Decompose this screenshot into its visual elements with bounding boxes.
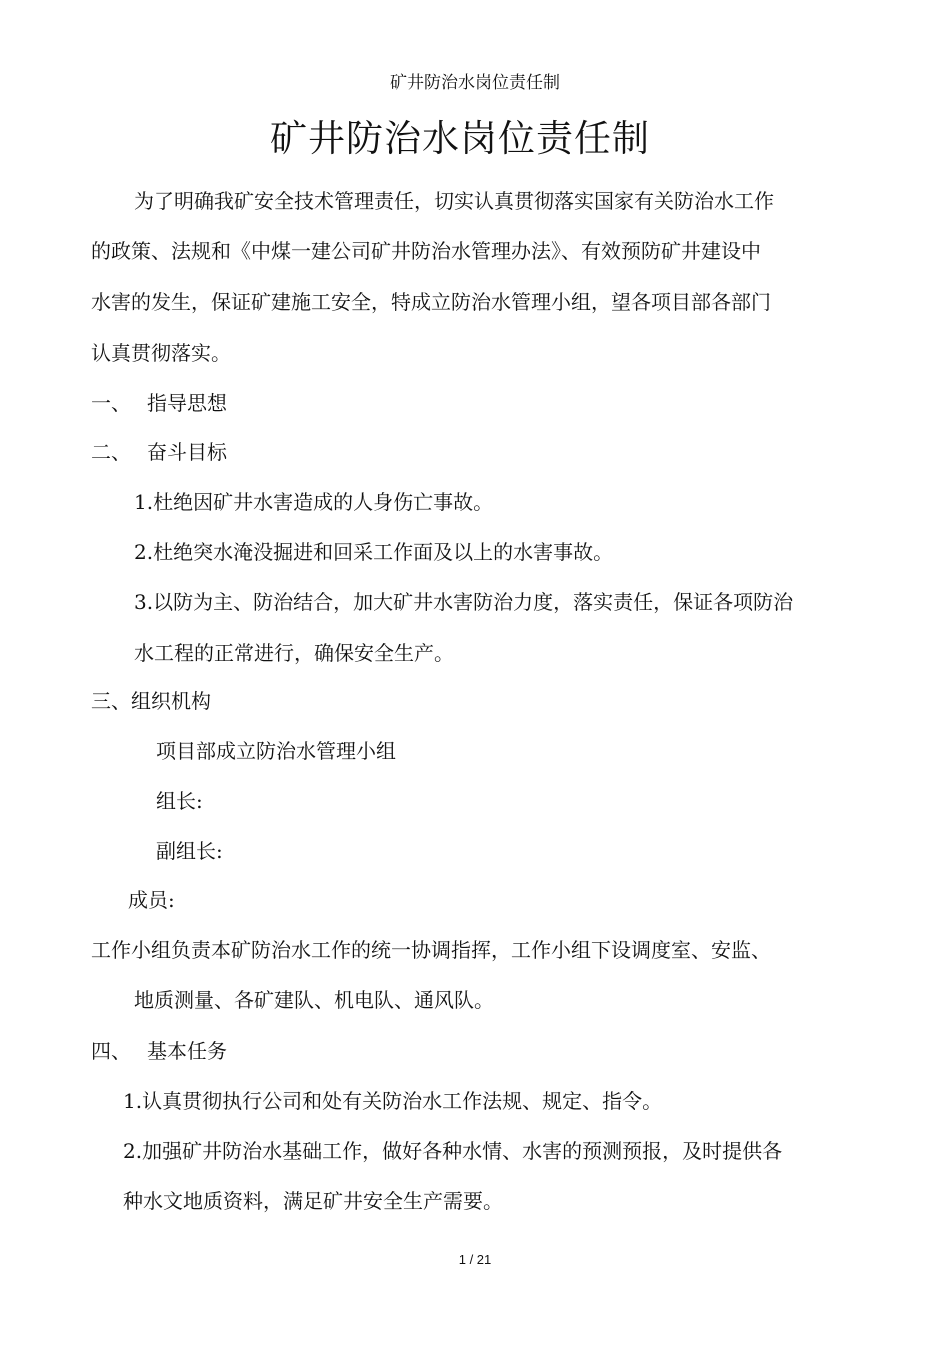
section-title: 奋斗目标: [147, 440, 227, 464]
page-title: 矿井防治水岗位责任制: [270, 117, 650, 160]
section-number: 一、: [91, 391, 131, 415]
section-title: 基本任务: [147, 1039, 227, 1063]
org-line: 项目部成立防治水管理小组: [156, 739, 396, 763]
intro-line: 认真贯彻落实。: [91, 341, 231, 365]
org-line: 工作小组负责本矿防治水工作的统一协调指挥，工作小组下设调度室、安监、: [91, 938, 771, 962]
running-header: 矿井防治水岗位责任制: [390, 73, 560, 93]
section-heading: [91, 439, 227, 465]
section-number: 四、: [91, 1039, 131, 1063]
intro-line: 为了明确我矿安全技术管理责任，切实认真贯彻落实国家有关防治水工作: [134, 189, 774, 213]
intro-line: 水害的发生，保证矿建施工安全，特成立防治水管理小组，望各项目部各部门: [91, 290, 771, 314]
org-line: 组长:: [156, 789, 203, 813]
org-line: 副组长:: [156, 839, 223, 863]
page-number: 1 / 21: [458, 1252, 492, 1267]
list-item: 1.认真贯彻执行公司和处有关防治水工作法规、规定、指令。: [123, 1089, 663, 1113]
section-title: 指导思想: [147, 391, 227, 415]
list-item: 2.杜绝突水淹没掘进和回采工作面及以上的水害事故。: [134, 540, 614, 564]
section-number: 二、: [91, 440, 131, 464]
section-heading: [91, 390, 227, 416]
org-line: 成员:: [128, 888, 175, 912]
org-line: 地质测量、各矿建队、机电队、通风队。: [134, 988, 494, 1012]
section-heading: 三、组织机构: [91, 689, 211, 713]
list-item: 1.杜绝因矿井水害造成的人身伤亡事故。: [134, 490, 494, 514]
list-item-continuation: 水工程的正常进行，确保安全生产。: [134, 641, 454, 665]
list-item: 3.以防为主、防治结合，加大矿井水害防治力度，落实责任，保证各项防治: [134, 590, 794, 614]
list-item-continuation: 种水文地质资料，满足矿井安全生产需要。: [123, 1189, 503, 1213]
intro-line: 的政策、法规和《中煤一建公司矿井防治水管理办法》、有效预防矿井建设中: [91, 239, 761, 263]
list-item: 2.加强矿井防治水基础工作，做好各种水情、水害的预测预报，及时提供各: [123, 1139, 783, 1163]
section-heading: [91, 1038, 227, 1064]
